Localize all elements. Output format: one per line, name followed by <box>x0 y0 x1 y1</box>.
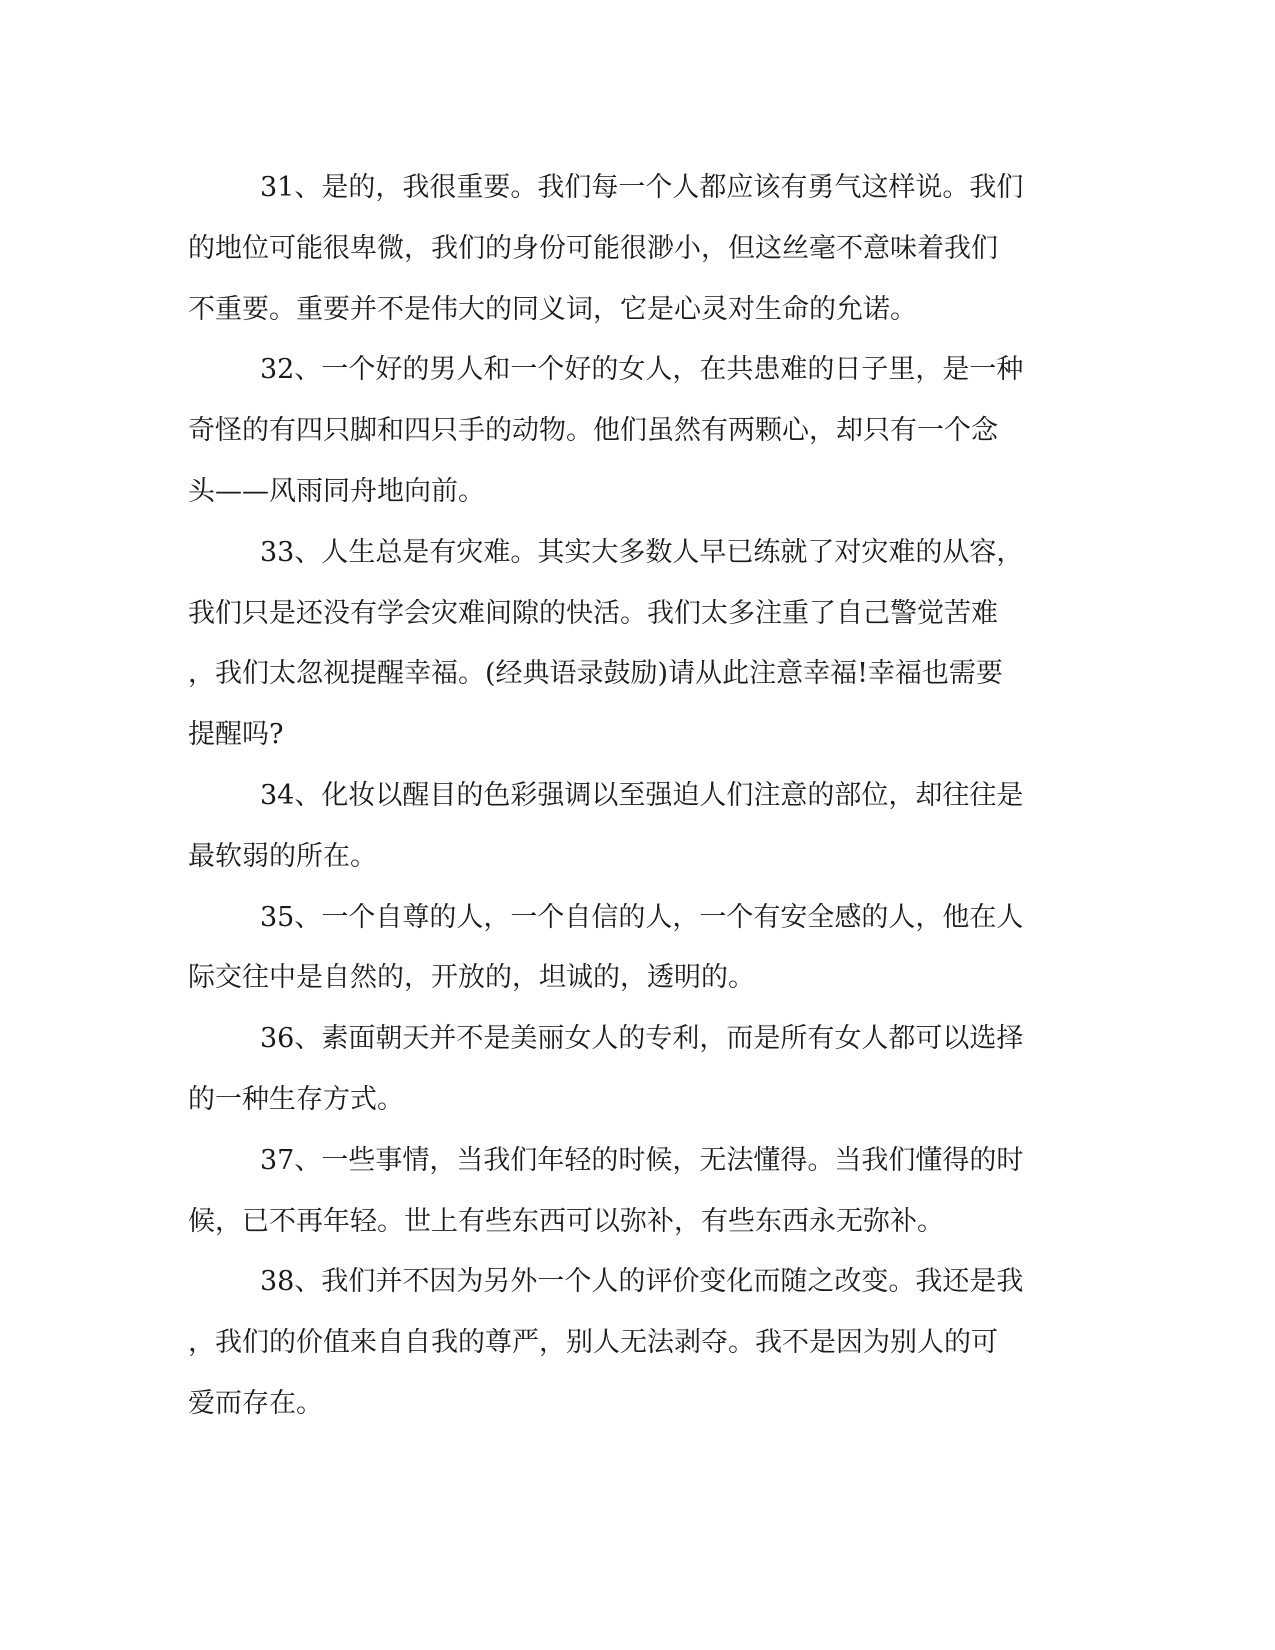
paragraph-line: 32、一个好的男人和一个好的女人，在共患难的日子里，是一种 <box>260 354 1024 386</box>
paragraph-line: 爱而存在。 <box>188 1387 323 1419</box>
paragraph-line: 不重要。重要并不是伟大的同义词，它是心灵对生命的允诺。 <box>188 293 917 325</box>
quote-paragraph <box>188 523 1070 766</box>
quote-paragraph <box>188 1131 1070 1253</box>
paragraph-line: ，我们太忽视提醒幸福。(经典语录鼓励)请从此注意幸福!幸福也需要 <box>188 658 1003 690</box>
quote-paragraph <box>188 158 1070 340</box>
paragraph-line: 候，已不再年轻。世上有些东西可以弥补，有些东西永无弥补。 <box>188 1205 944 1237</box>
quote-text-body <box>188 158 1070 1435</box>
quote-paragraph <box>188 766 1070 888</box>
paragraph-line: 的一种生存方式。 <box>188 1083 404 1115</box>
paragraph-line: 37、一些事情，当我们年轻的时候，无法懂得。当我们懂得的时 <box>260 1144 1024 1176</box>
paragraph-line: ，我们的价值来自自我的尊严，别人无法剥夺。我不是因为别人的可 <box>188 1327 998 1359</box>
quote-paragraph <box>188 1252 1070 1434</box>
paragraph-line: 提醒吗? <box>188 719 284 751</box>
paragraph-line: 36、素面朝天并不是美丽女人的专利，而是所有女人都可以选择 <box>260 1023 1024 1055</box>
paragraph-line: 的地位可能很卑微，我们的身份可能很渺小，但这丝毫不意味着我们 <box>188 232 998 264</box>
paragraph-line: 奇怪的有四只脚和四只手的动物。他们虽然有两颗心，却只有一个念 <box>188 415 998 447</box>
paragraph-line: 35、一个自尊的人，一个自信的人，一个有安全感的人，他在人 <box>260 901 1024 933</box>
quote-paragraph <box>188 340 1070 522</box>
quote-paragraph <box>188 888 1070 1010</box>
quote-paragraph <box>188 1009 1070 1131</box>
paragraph-line: 38、我们并不因为另外一个人的评价变化而随之改变。我还是我 <box>260 1266 1024 1298</box>
paragraph-line: 34、化妆以醒目的色彩强调以至强迫人们注意的部位，却往往是 <box>260 779 1024 811</box>
paragraph-line: 最软弱的所在。 <box>188 840 377 872</box>
paragraph-line: 31、是的，我很重要。我们每一个人都应该有勇气这样说。我们 <box>260 172 1024 203</box>
paragraph-line: 际交往中是自然的，开放的，坦诚的，透明的。 <box>188 962 755 994</box>
paragraph-line: 33、人生总是有灾难。其实大多数人早已练就了对灾难的从容， <box>260 536 1024 568</box>
paragraph-line: 头——风雨同舟地向前。 <box>188 475 485 507</box>
paragraph-line: 我们只是还没有学会灾难间隙的快活。我们太多注重了自己警觉苦难 <box>188 597 998 629</box>
